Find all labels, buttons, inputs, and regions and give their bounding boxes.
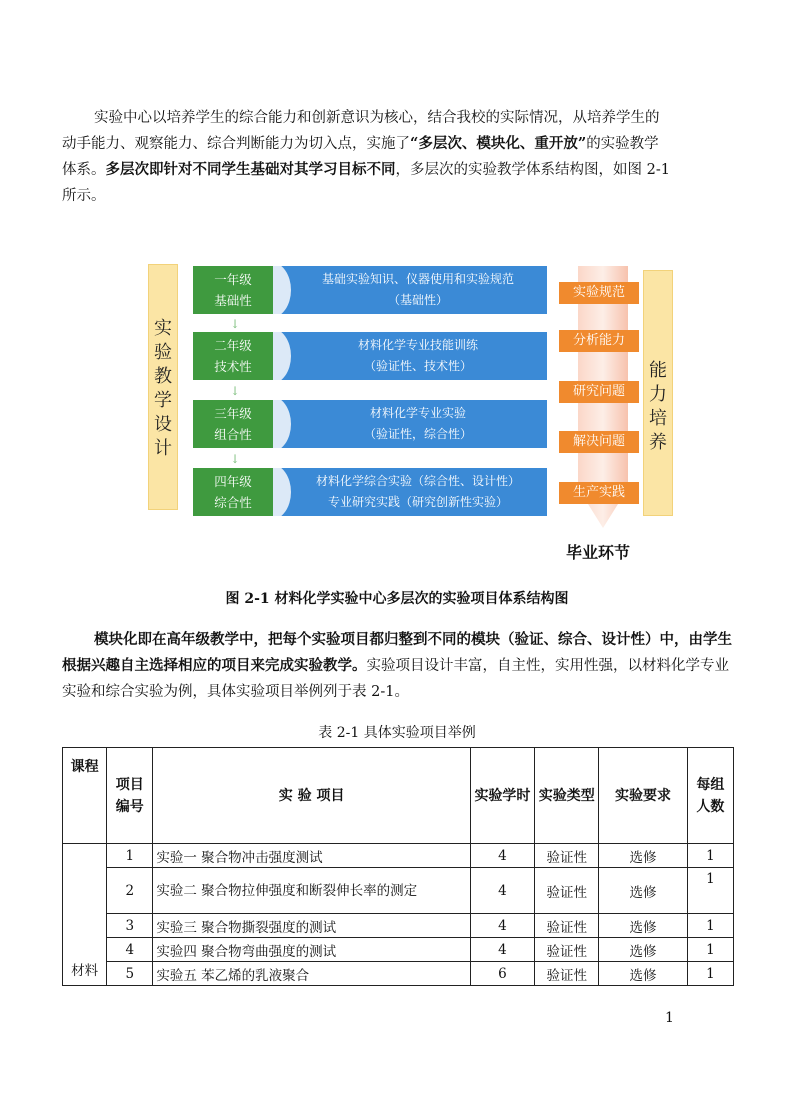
down-arrow-icon: ↓ [230, 384, 241, 398]
year-type: 基础性 [214, 293, 252, 308]
header-course: 课程 [63, 748, 107, 844]
left-label-char: 教 [154, 366, 172, 387]
header-group: 每组人数 [687, 748, 733, 844]
type-cell: 验证性 [535, 844, 599, 868]
intro-text: 动手能力、观察能力、综合判断能力为切入点，实施了 [62, 136, 410, 152]
right-label-char: 养 [649, 432, 667, 453]
year-box-4 [193, 468, 273, 516]
skill-badge: 分析能力 [559, 330, 639, 352]
skill-badge: 实验规范 [559, 282, 639, 304]
req-cell: 选修 [599, 844, 687, 868]
req-cell: 选修 [599, 914, 687, 938]
year-label: 二年级 [214, 338, 252, 353]
year-type: 综合性 [214, 495, 252, 510]
hours-cell: 4 [470, 938, 534, 962]
year-label: 一年级 [214, 272, 252, 287]
page-number: 1 [665, 1010, 674, 1026]
type-cell: 验证性 [535, 868, 599, 914]
experiment-table [62, 747, 734, 986]
right-label-bar [643, 270, 673, 516]
num-cell: 4 [107, 938, 153, 962]
content-line: 专业研究实践（研究创新性实验） [327, 495, 508, 509]
table-row [63, 844, 734, 868]
left-label-char: 实 [154, 318, 172, 339]
project-cell: 实验四 聚合物弯曲强度的测试 [153, 938, 470, 962]
graduation-label: 毕业环节 [566, 543, 631, 562]
module-text: 实验项目设计丰富，自主性，实用性强，以材料化学专业实验和综合实验为例，具体实验项目举例列于表 2-1。 [62, 658, 729, 700]
content-line: 基础实验知识、仪器使用和实验规范 [321, 272, 514, 286]
module-paragraph [62, 627, 732, 705]
header-req: 实验要求 [599, 748, 687, 844]
header-type: 实验类型 [535, 748, 599, 844]
skill-badge: 生产实践 [559, 482, 639, 504]
type-cell: 验证性 [535, 962, 599, 986]
header-num: 项目编号 [107, 748, 153, 844]
content-box-2 [273, 332, 547, 380]
content-box-4 [273, 468, 547, 516]
project-cell: 实验二 聚合物拉伸强度和断裂伸长率的测定 [153, 868, 470, 914]
table-row [63, 938, 734, 962]
num-cell: 1 [107, 844, 153, 868]
num-cell: 5 [107, 962, 153, 986]
right-label-char: 能 [649, 360, 667, 381]
req-cell: 选修 [599, 938, 687, 962]
left-label-char: 验 [154, 342, 172, 363]
intro-paragraph [62, 105, 732, 209]
group-cell: 1 [687, 938, 733, 962]
project-cell: 实验一 聚合物冲击强度测试 [153, 844, 470, 868]
req-cell: 选修 [599, 868, 687, 914]
skill-badge: 研究问题 [559, 381, 639, 403]
group-cell: 1 [687, 844, 733, 868]
year-box-1 [193, 266, 273, 314]
module-emphasis: 模块化即在高年级教学中，把每个实验项目都归整到不同的模块（验证、综合、设计性）中，由学生根据兴趣自主选择相应的项目来完成实验教学。 [62, 631, 732, 674]
year-label: 三年级 [214, 406, 252, 421]
num-cell: 2 [107, 868, 153, 914]
content-line: （验证性、技术性） [363, 359, 472, 373]
group-cell: 1 [687, 914, 733, 938]
figure-caption: 图 2-1 材料化学实验中心多层次的实验项目体系结构图 [225, 591, 569, 607]
down-arrow-icon: ↓ [230, 317, 241, 331]
num-cell: 3 [107, 914, 153, 938]
type-cell: 验证性 [535, 938, 599, 962]
project-cell: 实验五 苯乙烯的乳液聚合 [153, 962, 470, 986]
hours-cell: 4 [470, 868, 534, 914]
left-label-char: 计 [154, 438, 172, 459]
right-label-char: 培 [649, 408, 667, 429]
left-label-bar [148, 264, 178, 510]
header-hours: 实验学时 [470, 748, 534, 844]
table-caption: 表 2-1 具体实验项目举例 [318, 725, 476, 741]
content-line: 材料化学专业实验 [369, 406, 466, 420]
year-box-3 [193, 400, 273, 448]
project-cell: 实验三 聚合物撕裂强度的测试 [153, 914, 470, 938]
content-box-1 [273, 266, 547, 314]
table-header-row [63, 748, 734, 844]
hours-cell: 4 [470, 914, 534, 938]
right-label-char: 力 [649, 384, 667, 405]
skill-badge: 解决问题 [559, 431, 639, 453]
hours-cell: 6 [470, 962, 534, 986]
content-line: （验证性，综合性） [363, 427, 472, 441]
intro-emphasis: “多层次、模块化、重开放” [410, 135, 587, 152]
teaching-system-diagram [148, 262, 678, 562]
intro-emphasis: 多层次即针对不同学生基础对其学习目标不同 [105, 161, 396, 178]
year-type: 组合性 [214, 427, 252, 442]
right-label [644, 271, 672, 455]
group-cell: 1 [687, 868, 733, 914]
content-line: 材料化学综合实验（综合性、设计性） [315, 474, 520, 488]
table-row [63, 914, 734, 938]
header-project: 实 验 项目 [153, 748, 470, 844]
course-cell: 材料 [63, 844, 107, 986]
group-cell: 1 [687, 962, 733, 986]
intro-text: 的实验教学 [586, 136, 659, 152]
table-row [63, 962, 734, 986]
left-label [149, 265, 177, 461]
left-label-char: 设 [154, 414, 172, 435]
intro-text: 体系。 [62, 162, 106, 178]
down-arrow-icon: ↓ [230, 452, 241, 466]
type-cell: 验证性 [535, 914, 599, 938]
year-type: 技术性 [214, 359, 252, 374]
intro-line-4: 所示。 [62, 188, 106, 204]
req-cell: 选修 [599, 962, 687, 986]
year-box-2 [193, 332, 273, 380]
content-box-3 [273, 400, 547, 448]
intro-text: ，多层次的实验教学体系结构图，如图 2-1 [395, 162, 670, 178]
year-label: 四年级 [214, 474, 252, 489]
intro-line-1: 实验中心以培养学生的综合能力和创新意识为核心，结合我校的实际情况，从培养学生的 [94, 110, 660, 126]
table-row [63, 868, 734, 914]
content-line: 材料化学专业技能训练 [357, 338, 478, 352]
intro-line-2 [62, 131, 732, 157]
content-line: （基础性） [387, 293, 448, 307]
left-label-char: 学 [154, 390, 172, 411]
intro-line-3 [62, 157, 732, 183]
hours-cell: 4 [470, 844, 534, 868]
